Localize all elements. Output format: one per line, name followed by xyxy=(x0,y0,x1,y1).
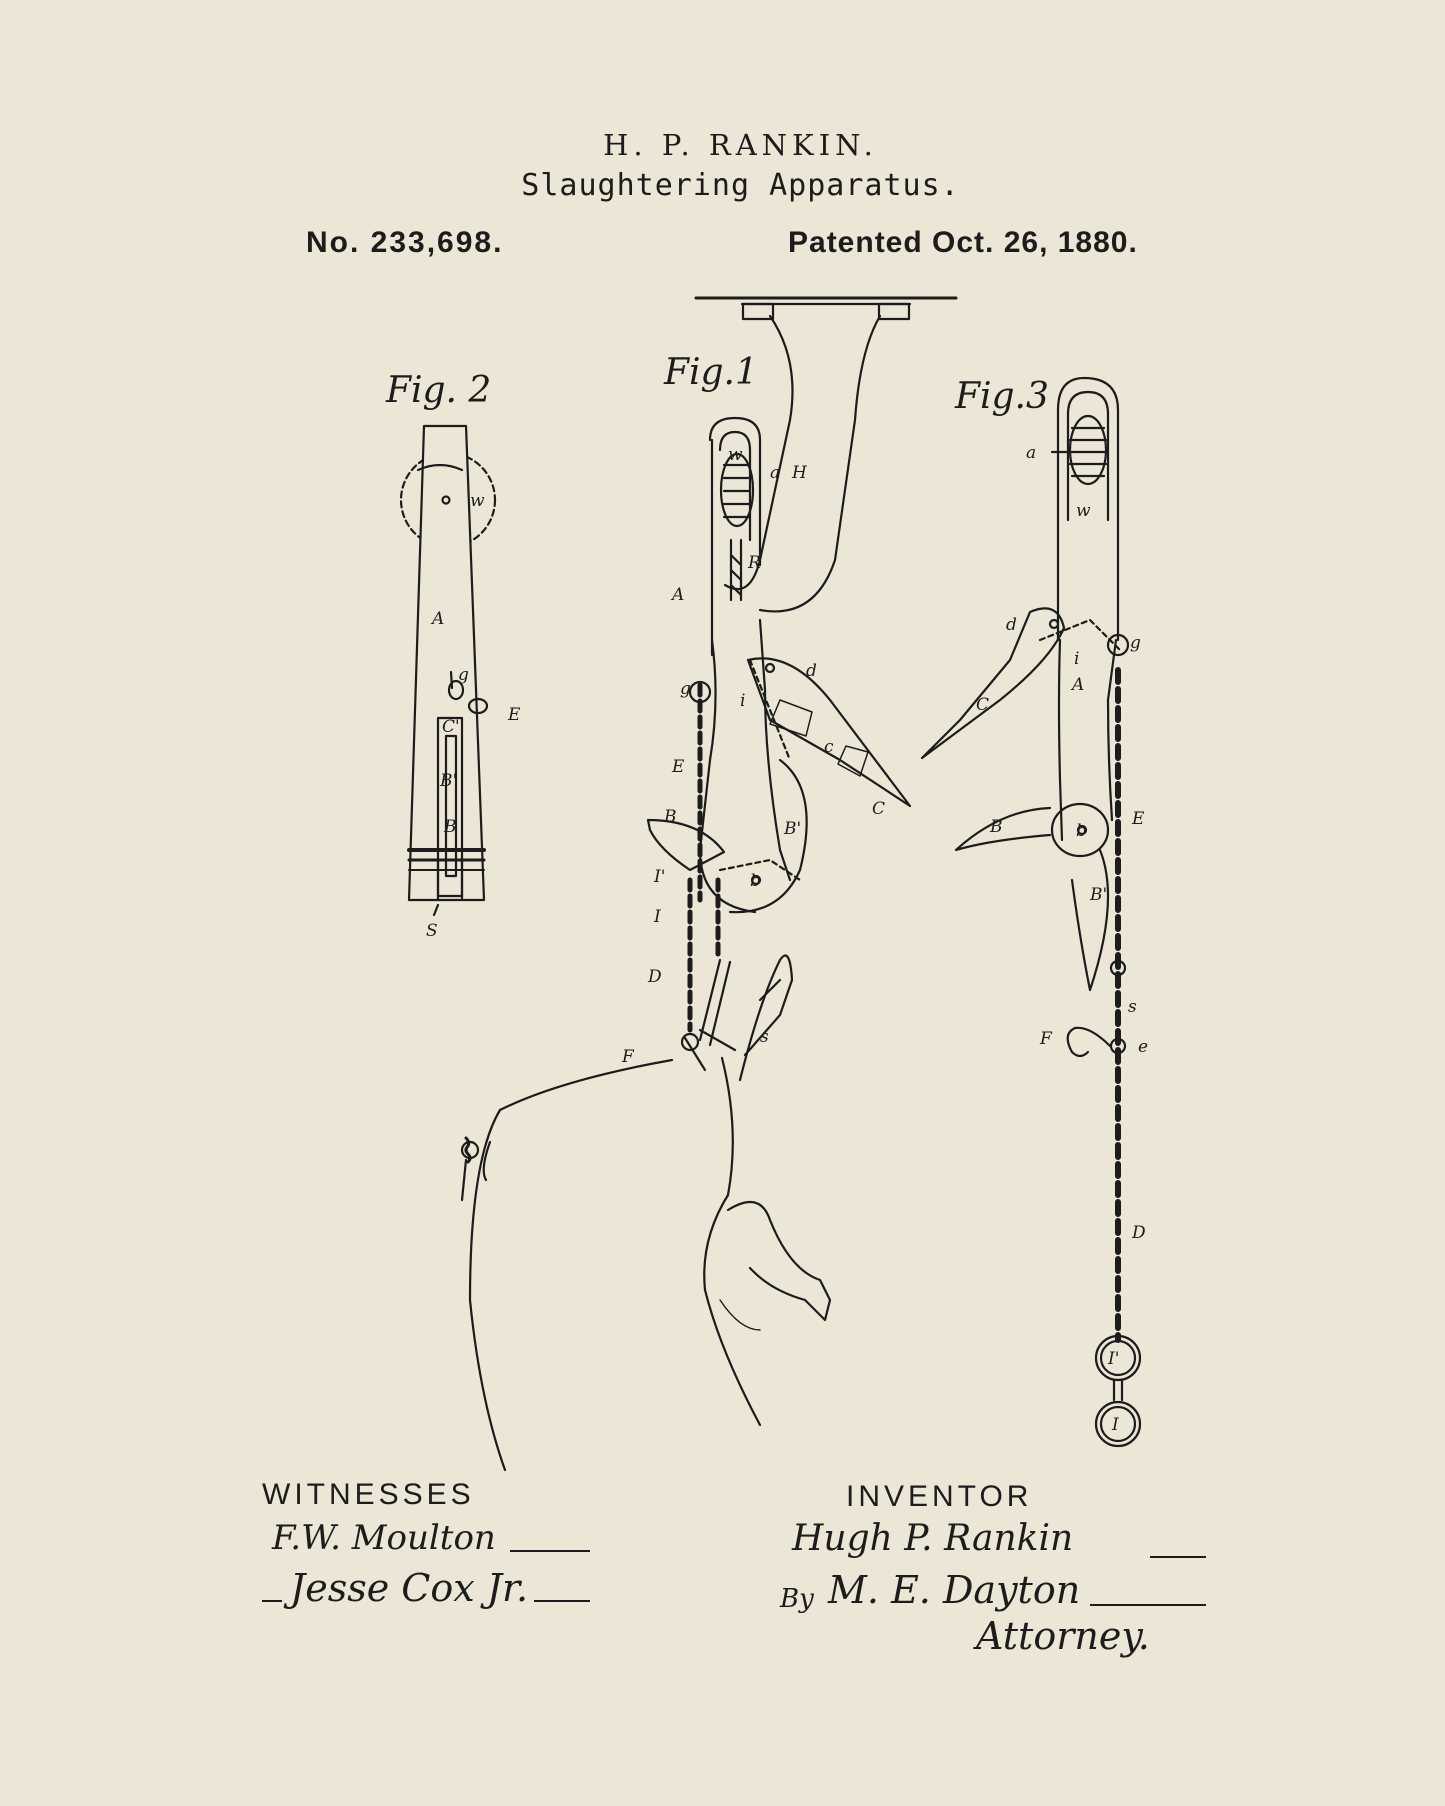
by-prefix: By xyxy=(780,1584,814,1614)
fig2-part-w: w xyxy=(470,491,485,511)
fig3-part-d: d xyxy=(1006,615,1017,635)
fig3-part-I: I xyxy=(1112,1415,1119,1435)
fig2-part-A: A xyxy=(432,609,445,629)
fig3-part-b: b xyxy=(1076,821,1087,841)
fig1-part-a: a xyxy=(770,463,781,483)
fig3-part-w: w xyxy=(1076,501,1091,521)
fig3-part-A: A xyxy=(1072,675,1085,695)
fig1-part-C: C xyxy=(872,799,886,819)
witness-2-signature: Jesse Cox Jr. xyxy=(290,1566,529,1610)
witnesses-heading: WITNESSES xyxy=(262,1478,475,1511)
fig2-part-g: g xyxy=(458,665,469,685)
inventor-line xyxy=(1150,1556,1206,1558)
fig1-part-I: I xyxy=(654,907,661,927)
fig3-part-g: g xyxy=(1130,633,1141,653)
witness-2-line-start xyxy=(262,1600,282,1602)
fig2-part-C-prime: C' xyxy=(442,717,460,737)
inventor-signature: Hugh P. Rankin xyxy=(792,1518,1074,1559)
fig1-part-s: s xyxy=(760,1027,769,1047)
fig1-part-g: g xyxy=(680,679,691,699)
witness-1-line xyxy=(510,1550,590,1552)
fig1-part-F: F xyxy=(622,1047,634,1067)
attorney-title: Attorney. xyxy=(976,1614,1150,1658)
fig2-part-E: E xyxy=(508,705,521,725)
patent-number: No. 233,698. xyxy=(306,226,504,259)
fig1-part-E: E xyxy=(672,757,685,777)
fig1-part-B: B xyxy=(664,807,677,827)
fig1-part-B-prime: B' xyxy=(784,819,802,839)
patent-date: Patented Oct. 26, 1880. xyxy=(788,226,1138,259)
part-letters xyxy=(426,443,1148,1435)
fig3-part-F: F xyxy=(1040,1029,1052,1049)
attorney-signature: M. E. Dayton xyxy=(828,1568,1081,1612)
witness-2-line-end xyxy=(534,1600,590,1602)
fig3-part-D: D xyxy=(1132,1223,1146,1243)
fig3-part-E: E xyxy=(1132,809,1145,829)
inventor-name: H. P. RANKIN. xyxy=(603,128,878,162)
fig1-part-R: R xyxy=(748,553,761,573)
fig3-part-I-prime: I' xyxy=(1108,1349,1120,1369)
fig2-part-S: S xyxy=(426,921,438,941)
fig1-part-H: H xyxy=(792,463,807,483)
fig1-part-b: b xyxy=(750,871,761,891)
fig1-label: Fig.1 xyxy=(664,352,758,393)
inventor-heading: INVENTOR xyxy=(846,1480,1033,1513)
fig3-part-a: a xyxy=(1026,443,1037,463)
attorney-line xyxy=(1090,1604,1206,1606)
fig2-part-B-prime: B' xyxy=(440,771,458,791)
fig1-part-d: d xyxy=(806,661,817,681)
fig1-part-c: c xyxy=(824,737,834,757)
witness-1-signature: F.W. Moulton xyxy=(272,1518,496,1558)
fig2-label: Fig. 2 xyxy=(386,370,492,411)
fig1-part-I-prime: I' xyxy=(654,867,666,887)
fig2-part-B: B xyxy=(444,817,457,837)
fig3-part-C: C xyxy=(976,695,990,715)
fig3-part-s: s xyxy=(1128,997,1137,1017)
fig3-part-B-prime: B' xyxy=(1090,885,1108,905)
fig3-label: Fig.3 xyxy=(955,376,1049,417)
fig1-part-A: A xyxy=(672,585,685,605)
fig3-part-B: B xyxy=(990,817,1003,837)
fig3-drawing xyxy=(922,378,1140,1446)
fig3-part-e: e xyxy=(1138,1037,1149,1057)
fig1-part-D: D xyxy=(648,967,662,987)
invention-title: Slaughtering Apparatus. xyxy=(521,168,960,203)
fig1-drawing xyxy=(462,298,956,1470)
fig3-part-i: i xyxy=(1074,649,1080,669)
fig1-part-w: w xyxy=(728,445,743,465)
fig1-part-i: i xyxy=(740,691,746,711)
